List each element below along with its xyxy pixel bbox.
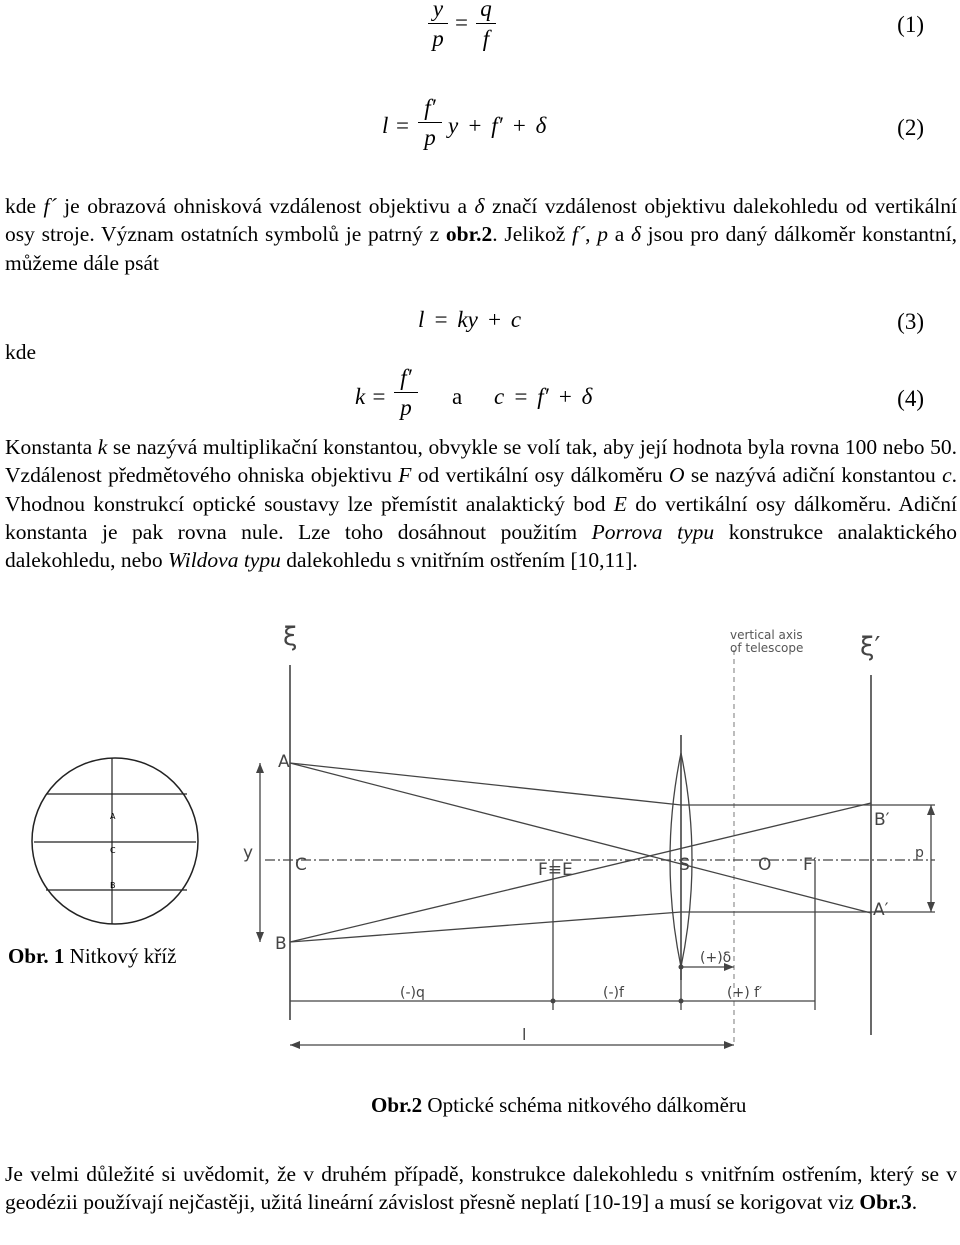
eq4-and: a: [452, 384, 463, 409]
fraction-bar: [476, 23, 496, 24]
eq1-equals: =: [455, 10, 468, 35]
label-c: C: [295, 855, 307, 875]
figure-reticle: [30, 750, 202, 930]
eq4-c: c = f′ + δ: [494, 384, 593, 409]
eq1-lhs-den: p: [432, 26, 444, 52]
arrowhead: [927, 805, 935, 815]
ray-b-to-lens-bottom: [290, 912, 681, 942]
eq1-rhs-fraction: [476, 0, 496, 52]
paragraph-intro: kde f´ je obrazová ohnisková vzdálenost objektivu a δ značí vzdálenost objektivu dalekohledu od vertikální osy stroje. Význam ostatních symbolů je patrný z obr.2. Jelikož f´, p a δ jsou pro daný dálkoměr konstantní, můžeme dále psát: [5, 194, 957, 275]
figure1-caption: Obr. 1 Nitkový kříž: [8, 944, 177, 968]
label-f-prime-dim: (+) f′: [727, 985, 763, 1001]
label-q: (-)q: [400, 985, 425, 1001]
dimension-node: [551, 999, 556, 1004]
eq2-fraction: [418, 95, 442, 151]
label-s: S: [679, 855, 690, 875]
ray-a-to-a-prime: [290, 763, 871, 913]
eq1-lhs-num: y: [432, 0, 444, 21]
eq1-rhs-num: q: [480, 0, 492, 21]
label-a-prime: A′: [873, 900, 889, 920]
arrowhead: [290, 1041, 300, 1049]
arrowhead: [256, 763, 264, 773]
eq1-number: (1): [897, 12, 924, 37]
paragraph-constants: Konstanta k se nazývá multiplikační konstantou, obvykle se volí tak, aby její hodnota byla rovna 100 nebo 50. Vzdálenost předmětového ohniska objektivu F od vertikální osy dálkoměru O se nazývá adiční konstantou c. Vhodnou konstrukcí optické soustavy lze přemístit analaktický bod E do vertikální osy dálkoměru. Adiční konstanta je pak rovna nule. Lze toho dosáhnout použitím Porrova typu konstrukce analaktického dalekohledu, nebo Wildova typu dalekohledu s vnitřním ostřením [10,11].: [5, 435, 957, 573]
label-y: y: [243, 843, 254, 863]
label-f-equiv-e: F≡E: [538, 860, 573, 880]
eq2-frac-num: f′: [424, 95, 436, 120]
label-b-prime: B′: [874, 810, 890, 830]
eq2-frac-den: p: [424, 125, 436, 151]
label-xi-prime: ξ′: [860, 632, 881, 662]
figure2-caption: Obr.2 Optické schéma nitkového dálkoměru: [371, 1093, 747, 1117]
arrowhead: [724, 1041, 734, 1049]
label-axis-line1: vertical axis: [730, 628, 803, 642]
label-f-prime: F′: [803, 855, 817, 875]
label-delta: (+)δ: [700, 950, 732, 966]
arrowhead: [256, 932, 264, 942]
reticle-label-a: A: [110, 812, 116, 821]
eq4-frac-num: f′: [400, 365, 412, 390]
dimension-node: [679, 999, 684, 1004]
eq2-lhs: l: [382, 113, 389, 138]
eq2-number: (2): [897, 115, 924, 140]
label-a: A: [278, 752, 290, 772]
eq4-k: k =: [355, 384, 387, 409]
eq2-equals: =: [396, 113, 409, 138]
eq4-fraction: [394, 365, 418, 421]
reticle-label-c: C: [110, 846, 116, 855]
paragraph-conclusion: Je velmi důležité si uvědomit, že v druhém případě, konstrukce dalekohledu s vnitřním ostřením, který se v geodézii používají nejčastěji, užitá lineární závislost přesně neplatí [10-19] a musí se korigovat viz Obr.3.: [5, 1162, 957, 1215]
label-l: l: [522, 1025, 527, 1044]
eq3: l = ky + c: [418, 307, 522, 332]
arrowhead: [927, 902, 935, 912]
fraction-bar: [428, 23, 448, 24]
fraction-bar: [418, 122, 442, 123]
label-axis-line2: of telescope: [730, 641, 804, 655]
eq1-rhs-den: f: [482, 26, 490, 52]
reticle-circle: [32, 758, 198, 924]
label-xi: ξ: [283, 622, 298, 652]
figure-optical-scheme: [235, 615, 960, 1055]
label-o: O: [758, 855, 772, 875]
label-p: p: [915, 845, 924, 861]
eq3-number: (3): [897, 309, 924, 334]
eq4-number: (4): [897, 386, 924, 411]
eq4-frac-den: p: [400, 395, 412, 421]
label-f: (-)f: [603, 985, 624, 1001]
reticle-label-b: B: [110, 881, 116, 890]
fraction-bar: [394, 392, 418, 393]
eq2-rest: y + f′ + δ: [448, 113, 547, 138]
ray-a-to-lens-top: [290, 763, 681, 805]
dimension-node: [679, 965, 684, 970]
eq1-lhs-fraction: [428, 0, 448, 52]
kde-label: kde: [5, 340, 37, 364]
ray-b-to-b-prime: [290, 803, 871, 942]
label-b: B: [275, 934, 287, 954]
